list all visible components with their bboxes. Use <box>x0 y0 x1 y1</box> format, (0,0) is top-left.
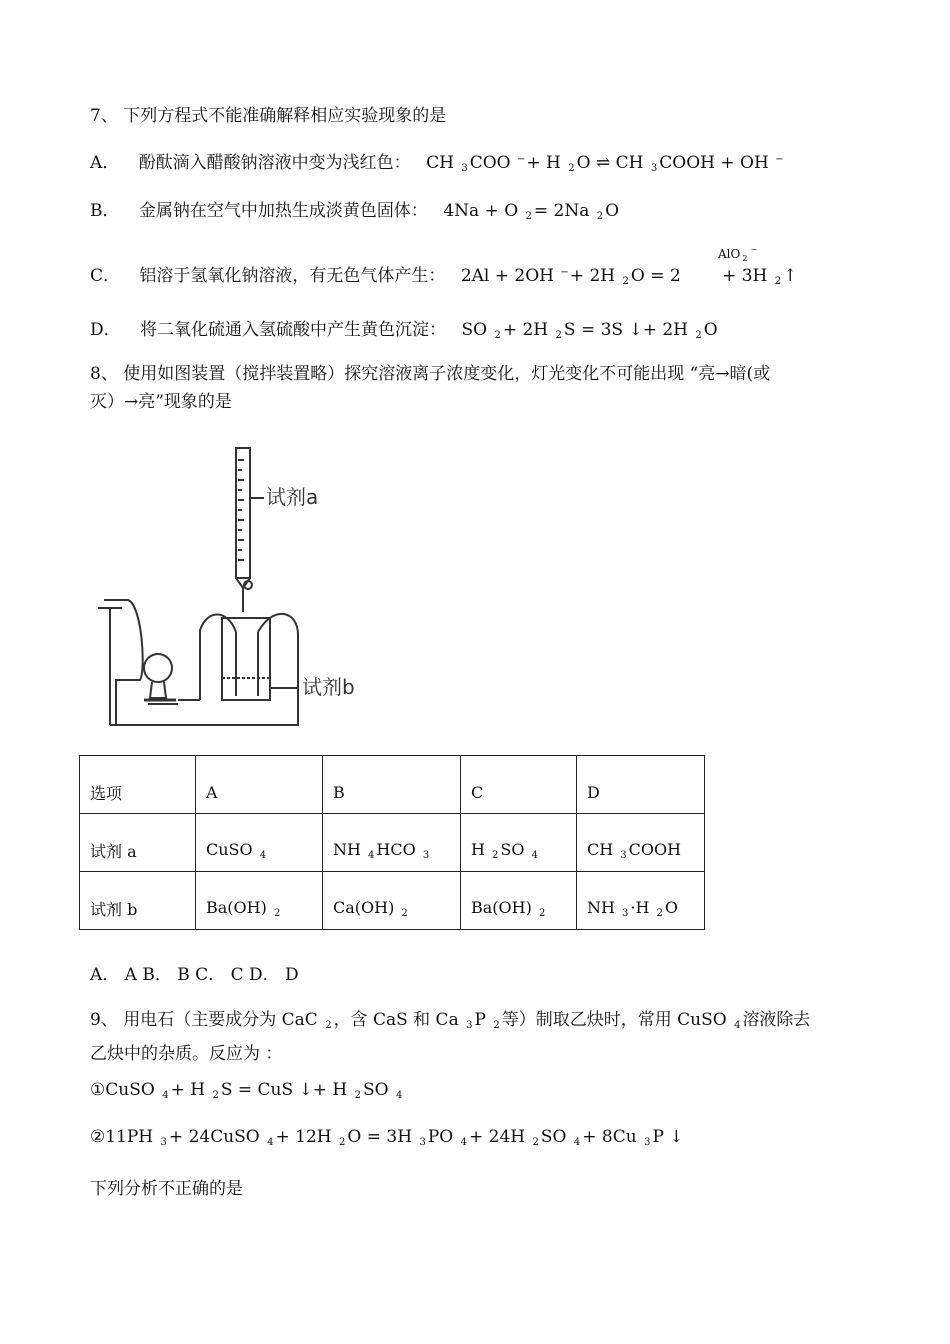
option-b-equation: 4Na + O $_2$ = 2Na $_2$ O <box>443 201 620 222</box>
table-cell: C <box>461 756 577 814</box>
table-cell: Ba(OH) $_2$ <box>461 872 577 930</box>
q9-stem-line1: 9、 用电石（主要成分为 CaC $_2$ ，含 CaS 和 Ca $_3$ P $_2$ 等）制取乙炔时，常用 CuSO $_4$ 溶液除去 <box>90 1010 811 1031</box>
beaker <box>222 618 270 700</box>
table-row <box>80 872 705 930</box>
q9-stem <box>90 1006 865 1068</box>
table-cell: B <box>323 756 461 814</box>
q7-option-d <box>90 315 718 341</box>
q8-stem-line1: 8、 使用如图装置（搅拌装置略）探究溶液离子浓度变化，灯光变化不可能出现 “亮→暗(或 <box>90 364 771 384</box>
burette <box>236 448 250 578</box>
light-bulb-icon <box>144 654 172 682</box>
option-c-equation: 2Al + 2OH −+ 2H $_2$ O = 2 + 3H $_2$ ↑ <box>460 266 798 287</box>
q7-option-a <box>90 148 785 174</box>
q7-stem: 7、 下列方程式不能准确解释相应实验现象的是 <box>90 106 447 126</box>
aluminate-ion: AlO $_2$− <box>718 245 758 263</box>
table-cell: NH $_4$ HCO $_3$ <box>323 814 461 872</box>
options-table <box>79 755 705 930</box>
option-a-equation: CH $_3$ COO −+ H $_2$ O ⇌ CH $_3$ COOH + OH − <box>426 153 784 174</box>
apparatus-diagram <box>88 440 408 730</box>
table-cell: CH $_3$ COOH <box>577 814 705 872</box>
q9-reaction-1: ①CuSO $_4$ + H $_2$ S = CuS ↓+ H $_2$ SO $_4$ <box>90 1080 403 1101</box>
q9-stem-line2: 乙炔中的杂质。反应为 ： <box>90 1044 283 1064</box>
table-cell: 选项 <box>80 756 196 814</box>
option-d-label: D． <box>90 320 121 340</box>
q8-choices: A． A B． B C． C D． D <box>90 965 299 985</box>
table-cell: NH $_3$ ·H $_2$ O <box>577 872 705 930</box>
option-c-label: C． <box>90 266 121 286</box>
table-cell: D <box>577 756 705 814</box>
q8-stem-line2: 灭）→亮”现象的是 <box>90 392 232 412</box>
label-reagent-a: 试剂a <box>266 485 319 509</box>
table-cell: Ca(OH) $_2$ <box>323 872 461 930</box>
q8-stem <box>90 360 865 416</box>
option-a-text: 酚酞滴入醋酸钠溶液中变为浅红色： <box>138 153 411 173</box>
q7-option-c <box>90 261 797 287</box>
q9-reaction-2: ②11PH $_3$ + 24CuSO $_4$ + 12H $_2$ O = 3H $_3$ PO $_4$ + 24H $_2$ SO $_4$ + 8Cu $_3$ P ↓ <box>90 1127 684 1148</box>
table-cell: H $_2$ SO $_4$ <box>461 814 577 872</box>
option-a-label: A． <box>90 153 120 173</box>
table-cell: 试剂 b <box>80 872 196 930</box>
option-d-equation: SO $_2$ + 2H $_2$ S = 3S ↓+ 2H $_2$ O <box>461 320 718 341</box>
table-cell: A <box>196 756 323 814</box>
label-reagent-b: 试剂b <box>302 675 355 699</box>
table-row <box>80 814 705 872</box>
table-cell: 试剂 a <box>80 814 196 872</box>
option-c-text: 铝溶于氢氧化钠溶液，有无色气体产生： <box>139 266 446 286</box>
option-b-text: 金属钠在空气中加热生成淡黄色固体： <box>138 201 428 221</box>
q7-option-b <box>90 196 619 222</box>
table-row <box>80 756 705 814</box>
option-d-text: 将二氧化硫通入氢硫酸中产生黄色沉淀： <box>140 320 447 340</box>
option-b-label: B． <box>90 201 120 221</box>
table-cell: CuSO $_4$ <box>196 814 323 872</box>
q9-conclusion: 下列分析不正确的是 <box>90 1179 243 1199</box>
table-cell: Ba(OH) $_2$ <box>196 872 323 930</box>
